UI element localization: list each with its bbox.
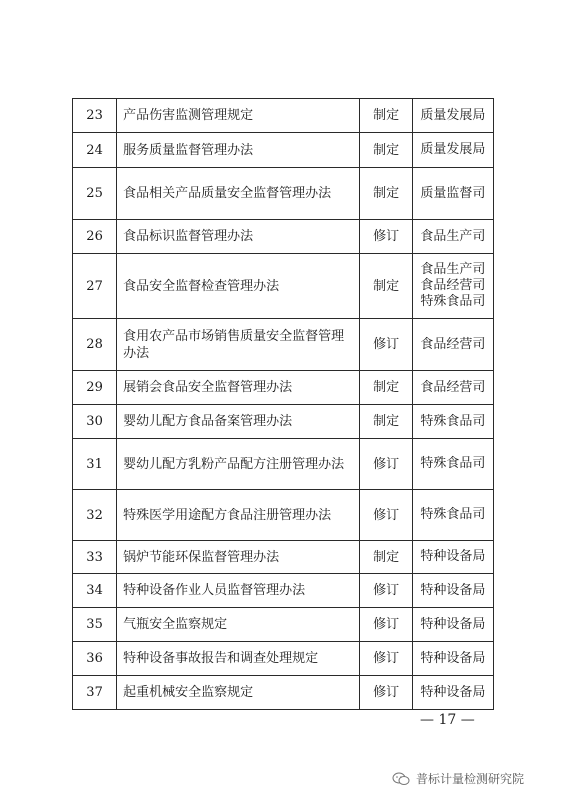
responsible-department: [412, 541, 493, 574]
regulation-name: 锅炉节能环保监督管理办法: [117, 541, 360, 574]
regulation-name: 展销会食品安全监督管理办法: [117, 371, 360, 405]
regulation-name: 食用农产品市场销售质量安全监督管理办法: [117, 319, 360, 371]
watermark-text: 普标计量检测研究院: [416, 772, 525, 786]
regulation-name: 服务质量监督管理办法: [117, 133, 360, 168]
row-number: 28: [73, 319, 117, 371]
action-type: 修订: [360, 439, 412, 490]
row-number: 24: [73, 133, 117, 168]
responsible-department: [412, 254, 493, 319]
responsible-department: [412, 642, 493, 676]
row-number: 31: [73, 439, 117, 490]
action-type: 修订: [360, 642, 412, 676]
table-row: [73, 405, 494, 439]
row-number: 26: [73, 220, 117, 254]
regulation-name: 婴幼儿配方食品备案管理办法: [117, 405, 360, 439]
regulation-name: 起重机械安全监察规定: [117, 676, 360, 710]
action-type: 制定: [360, 133, 412, 168]
department-name: 食品经营司: [420, 278, 486, 293]
responsible-department: [412, 439, 493, 490]
responsible-department: [412, 608, 493, 642]
responsible-department: [412, 574, 493, 608]
row-number: 33: [73, 541, 117, 574]
action-type: 修订: [360, 608, 412, 642]
action-type: 修订: [360, 490, 412, 541]
regulation-name: 婴幼儿配方乳粉产品配方注册管理办法: [117, 439, 360, 490]
department-name: 特种设备局: [420, 616, 486, 632]
wechat-icon: [392, 772, 410, 786]
table-row: [73, 574, 494, 608]
responsible-department: [412, 405, 493, 439]
row-number: 27: [73, 254, 117, 319]
row-number: 35: [73, 608, 117, 642]
table-row: [73, 254, 494, 319]
regulation-name: 食品相关产品质量安全监督管理办法: [117, 168, 360, 220]
row-number: 23: [73, 99, 117, 133]
regulation-name: 食品安全监督检查管理办法: [117, 254, 360, 319]
action-type: 制定: [360, 371, 412, 405]
action-type: 修订: [360, 220, 412, 254]
action-type: 制定: [360, 541, 412, 574]
department-name: 食品生产司: [420, 228, 486, 244]
responsible-department: [412, 676, 493, 710]
action-type: 制定: [360, 99, 412, 133]
row-number: 34: [73, 574, 117, 608]
department-name: 食品经营司: [420, 336, 486, 352]
table-row: [73, 371, 494, 405]
row-number: 29: [73, 371, 117, 405]
responsible-department: [412, 371, 493, 405]
regulation-name: 产品伤害监测管理规定: [117, 99, 360, 133]
department-name: 特种设备局: [420, 684, 486, 700]
table-row: [73, 642, 494, 676]
row-number: 32: [73, 490, 117, 541]
regulation-name: 食品标识监督管理办法: [117, 220, 360, 254]
row-number: 36: [73, 642, 117, 676]
table-row: [73, 541, 494, 574]
department-name: 特殊食品司: [420, 294, 486, 309]
action-type: 修订: [360, 574, 412, 608]
action-type: 制定: [360, 168, 412, 220]
table-row: [73, 133, 494, 168]
department-name: 食品经营司: [420, 379, 486, 395]
table-row: [73, 168, 494, 220]
department-name: 特殊食品司: [420, 456, 486, 471]
responsible-department: [412, 133, 493, 168]
responsible-department: [412, 490, 493, 541]
department-name: 特种设备局: [420, 549, 486, 564]
responsible-department: [412, 99, 493, 133]
responsible-department: [412, 220, 493, 254]
row-number: 25: [73, 168, 117, 220]
action-type: 修订: [360, 676, 412, 710]
responsible-department: [412, 319, 493, 371]
regulation-name: 特种设备事故报告和调查处理规定: [117, 642, 360, 676]
table-row: [73, 490, 494, 541]
row-number: 30: [73, 405, 117, 439]
department-name: 质量发展局: [420, 107, 486, 123]
regulation-name: 特种设备作业人员监督管理办法: [117, 574, 360, 608]
regulation-table: [72, 98, 494, 710]
department-name: 质量发展局: [420, 142, 486, 157]
regulation-name: 气瓶安全监察规定: [117, 608, 360, 642]
responsible-department: [412, 168, 493, 220]
table-row: [73, 319, 494, 371]
page-number: — 17 —: [420, 712, 475, 728]
row-number: 37: [73, 676, 117, 710]
department-name: 特种设备局: [420, 582, 486, 598]
department-name: 特殊食品司: [420, 413, 486, 429]
department-name: 特殊食品司: [420, 507, 486, 522]
table-row: [73, 220, 494, 254]
table-row: [73, 99, 494, 133]
department-name: 食品生产司: [420, 262, 486, 277]
table-row: [73, 676, 494, 710]
table-row: [73, 608, 494, 642]
department-name: 质量监督司: [420, 185, 486, 201]
regulation-name: 特殊医学用途配方食品注册管理办法: [117, 490, 360, 541]
watermark: [392, 770, 524, 787]
action-type: 修订: [360, 319, 412, 371]
department-name: 特种设备局: [420, 650, 486, 666]
action-type: 制定: [360, 254, 412, 319]
table-row: [73, 439, 494, 490]
action-type: 制定: [360, 405, 412, 439]
